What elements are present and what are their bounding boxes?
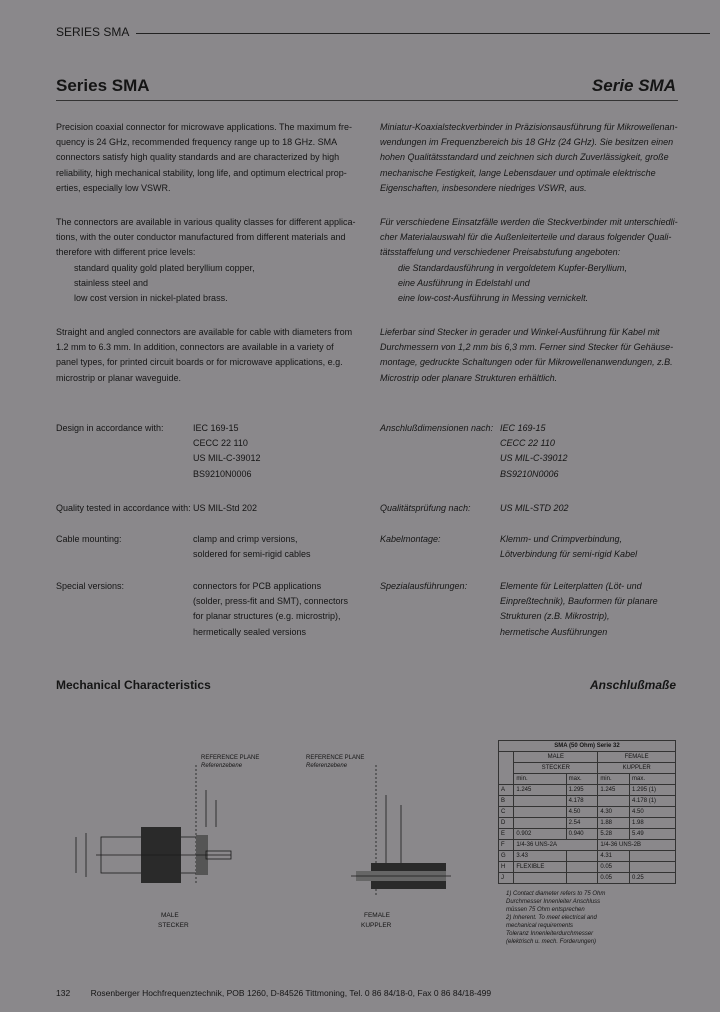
table-cell: 4.31 — [598, 851, 630, 862]
spec-quality-values-de — [500, 501, 569, 516]
text-line: wendungen im Frequenzbereich bis 18 GHz (24 GHz). Sie besitzen einen — [380, 137, 674, 148]
table-cell — [566, 851, 598, 862]
spec-value: CECC 22 110 — [500, 438, 555, 449]
table-cell: A — [499, 785, 514, 796]
table-cell: FLEXIBLE — [514, 862, 566, 873]
table-cell: C — [499, 807, 514, 818]
footnote-line: 2) Inherent. To meet electrical and — [506, 915, 597, 921]
intro-en-3 — [56, 325, 352, 386]
spec-value: US MIL-STD 202 — [500, 503, 569, 513]
intro-en-1 — [56, 120, 352, 196]
table-cell: 5.49 — [630, 829, 676, 840]
table-row — [499, 752, 676, 763]
table-header-max: max. — [566, 774, 598, 785]
spec-value: BS9210N0006 — [500, 468, 559, 479]
spec-value: CECC 22 110 — [193, 438, 248, 449]
table-row — [499, 873, 676, 884]
page-number: 132 — [56, 988, 71, 998]
spec-cable-label-en: Cable mounting: — [56, 534, 122, 544]
footnote-line: (elektrisch u. mech. Forderungen) — [506, 939, 597, 945]
text-line: mechanische Festigkeit, lange Lebensdauer und optimale elektrische — [380, 167, 656, 178]
text-line: tätsstaffelung und verschiedener Preisabstufung angeboten: — [380, 247, 621, 258]
spec-value: Einpreßtechnik), Bauformen für planare — [500, 596, 658, 607]
list-item: eine low-cost-Ausführung in Messing vernickelt. — [398, 293, 589, 304]
table-row — [499, 840, 676, 851]
header-series-label: SERIES SMA — [56, 25, 130, 39]
table-header-min: min. — [514, 774, 566, 785]
table-cell: F — [499, 840, 514, 851]
text-line: quency is 24 GHz, recommended frequency range up to 18 GHz. SMA — [56, 137, 338, 148]
table-footnotes — [506, 890, 605, 946]
text-line: Für verschiedene Einsatzfälle werden die Steckverbinder mit unterschiedli- — [380, 217, 678, 227]
table-cell — [514, 807, 566, 818]
dimension-table — [498, 740, 676, 884]
title-rule — [56, 100, 678, 101]
text-line: panel types, for printed circuit boards or for microwave applications, e.g. — [56, 357, 343, 368]
text-line: connectors satisfy high quality standards and are characterized by high — [56, 152, 340, 163]
intro-en-2 — [56, 215, 356, 306]
spec-value: soldered for semi-rigid cables — [193, 549, 311, 560]
spec-design-values-en — [193, 421, 261, 482]
title-en: Series SMA — [56, 76, 150, 95]
spec-value: clamp and crimp versions, — [193, 534, 298, 544]
table-cell: 1/4-36 UNS-2B — [598, 840, 676, 851]
table-row — [499, 763, 676, 774]
spec-cable-label-de: Kabelmontage: — [380, 534, 441, 544]
table-cell: 4.178 — [566, 796, 598, 807]
table-cell: 1.88 — [598, 818, 630, 829]
table-cell — [499, 752, 514, 785]
table-header-min: min. — [598, 774, 630, 785]
table-cell: 1.295 (1) — [630, 785, 676, 796]
table-row — [499, 785, 676, 796]
spec-special-label-en: Special versions: — [56, 581, 125, 591]
list-item: stainless steel and — [74, 277, 149, 288]
spec-quality-values-en — [193, 501, 257, 516]
table-cell: H — [499, 862, 514, 873]
list-item: low cost version in nickel-plated brass. — [74, 293, 228, 304]
text-line: Lieferbar sind Stecker in gerader und Winkel-Ausführung für Kabel mit — [380, 327, 660, 337]
text-line: Eigenschaften, insbesondere niedriges VSWR, aus. — [380, 182, 587, 193]
male-label-de: STECKER — [158, 922, 189, 929]
table-row — [499, 862, 676, 873]
spec-value: IEC 169-15 — [193, 423, 239, 433]
spec-value: US MIL-C-39012 — [193, 453, 261, 464]
table-cell: D — [499, 818, 514, 829]
text-line: tions, with the outer conductor manufactured from different materials and — [56, 232, 346, 243]
spec-value: (solder, press-fit and SMT), connectors — [193, 596, 349, 607]
table-cell: E — [499, 829, 514, 840]
footer-address: Rosenberger Hochfrequenztechnik, POB 1260, D-84526 Tittmoning, Tel. 0 86 84/18-0, Fax 0 86 84/18-499 — [90, 988, 492, 998]
table-cell: 4.30 — [598, 807, 630, 818]
female-connector-drawing — [351, 765, 451, 895]
text-line: hohen Qualitätsstandard und zeichnen sich durch Zuverlässigkeit, große — [380, 152, 669, 163]
table-cell: 1.245 — [514, 785, 566, 796]
text-line: reliability, high mechanical stability, long life, and optimum electrical prop- — [56, 167, 347, 178]
table-header-female-de: KUPPLER — [598, 763, 676, 774]
table-cell — [566, 862, 598, 873]
table-cell: 0.940 — [566, 829, 598, 840]
spec-value: BS9210N0006 — [193, 468, 252, 479]
spec-design-label-en: Design in accordance with: — [56, 423, 164, 433]
text-line: The connectors are available in various quality classes for different applica- — [56, 217, 356, 227]
female-label-de: KUPPLER — [361, 922, 392, 929]
footnote-line: mechanical requirements — [506, 923, 574, 929]
spec-quality-label-en: Quality tested in accordance with: — [56, 503, 191, 513]
ref-plane-label-female-de: Referenzebene — [306, 763, 348, 769]
spec-value: US MIL-C-39012 — [500, 453, 568, 464]
text-line: Miniatur-Koaxialsteckverbinder in Präzisionsausführung für Mikrowellenan- — [380, 122, 678, 132]
table-cell: 1.295 — [566, 785, 598, 796]
ref-plane-label-male-de: Referenzebene — [201, 763, 243, 769]
table-header-female: FEMALE — [598, 752, 676, 763]
text-line: montage, gedruckte Schaltungen oder für Mikrowellenanwendungen, z.B. — [380, 357, 673, 368]
male-label: MALE — [161, 912, 179, 919]
title-de: Serie SMA — [591, 76, 676, 95]
connector-drawings — [56, 745, 496, 935]
table-cell — [598, 796, 630, 807]
section-mechanical-de: Anschlußmaße — [589, 678, 676, 692]
table-cell: 1.98 — [630, 818, 676, 829]
table-cell: 0.902 — [514, 829, 566, 840]
spec-cable-values-en — [193, 532, 311, 562]
list-item: die Standardausführung in vergoldetem Kupfer-Beryllium, — [398, 262, 627, 273]
ref-plane-label-male: REFERENCE PLANE — [201, 755, 260, 761]
spec-value: Elemente für Leiterplatten (Löt- und — [500, 581, 642, 591]
male-connector-drawing — [76, 765, 231, 885]
spec-value: IEC 169-15 — [500, 423, 546, 433]
footnote-line: Durchmesser Innenleiter Anschluss — [506, 899, 601, 905]
table-cell: J — [499, 873, 514, 884]
spec-design-values-de — [500, 421, 568, 482]
table-cell — [566, 873, 598, 884]
text-line: cher Materialauswahl für die Außenleiterteile und daraus folgender Quali- — [380, 232, 672, 243]
table-title: SMA (50 Ohm) Serie 32 — [499, 741, 676, 752]
page-footer — [56, 988, 491, 998]
footnote-line: Toleranz Innenleiterdurchmesser — [506, 931, 594, 937]
list-item: standard quality gold plated beryllium copper, — [74, 262, 255, 273]
table-cell: 2.54 — [566, 818, 598, 829]
table-cell: 3.43 — [514, 851, 566, 862]
text-line: 1.2 mm to 6.3 mm. In addition, connectors are available in a variety of — [56, 342, 334, 353]
spec-special-values-en — [193, 579, 348, 640]
table-cell: 5.28 — [598, 829, 630, 840]
spec-cable-values-de — [500, 532, 637, 562]
intro-de-2 — [380, 215, 676, 306]
intro-de-3 — [380, 325, 676, 386]
table-cell: G — [499, 851, 514, 862]
table-row — [499, 796, 676, 807]
text-line: microstrip or planar waveguide. — [56, 372, 182, 383]
spec-value: hermetically sealed versions — [193, 626, 307, 637]
spec-value: hermetische Ausführungen — [500, 626, 608, 637]
text-line: Microstrip oder planare Strukturen erhältlich. — [380, 372, 558, 383]
spec-value: Strukturen (z.B. Mikrostrip), — [500, 611, 610, 622]
table-header-male: MALE — [514, 752, 598, 763]
list-item: eine Ausführung in Edelstahl und — [398, 277, 530, 288]
table-header-max: max. — [630, 774, 676, 785]
table-cell — [630, 851, 676, 862]
table-row — [499, 851, 676, 862]
female-label: FEMALE — [364, 912, 391, 919]
table-cell: 4.178 (1) — [630, 796, 676, 807]
table-row — [499, 818, 676, 829]
table-row — [499, 741, 676, 752]
table-cell: 0.05 — [598, 873, 630, 884]
table-cell: 1.245 — [598, 785, 630, 796]
spec-special-label-de: Spezialausführungen: — [380, 581, 468, 591]
table-cell: 0.05 — [598, 862, 630, 873]
spec-value: Klemm- und Crimpverbindung, — [500, 534, 623, 544]
text-line: Durchmessern von 1,2 mm bis 6,3 mm. Ferner sind Stecker für Gehäuse- — [380, 342, 674, 353]
footnote-line: 1) Contact diameter refers to 75 Ohm — [506, 891, 606, 897]
spec-value: for planar structures (e.g. microstrip), — [193, 611, 341, 622]
table-cell — [630, 862, 676, 873]
text-line: Straight and angled connectors are available for cable with diameters from — [56, 327, 353, 337]
table-header-male-de: STECKER — [514, 763, 598, 774]
table-cell: 4.50 — [566, 807, 598, 818]
intro-de-1 — [380, 120, 676, 196]
text-line: Precision coaxial connector for microwave applications. The maximum fre- — [56, 122, 352, 132]
table-cell — [514, 796, 566, 807]
table-cell: 0.25 — [630, 873, 676, 884]
text-line: erties, especially low VSWR. — [56, 182, 171, 193]
footnote-line: müssen 75 Ohm entsprechen — [506, 907, 585, 913]
table-cell — [514, 818, 566, 829]
spec-design-label-de: Anschlußdimensionen nach: — [380, 423, 494, 433]
spec-value: connectors for PCB applications — [193, 581, 322, 591]
spec-value: US MIL-Std 202 — [193, 503, 258, 513]
table-row — [499, 774, 676, 785]
section-mechanical-en: Mechanical Characteristics — [56, 678, 211, 692]
spec-value: Lötverbindung für semi-rigid Kabel — [500, 549, 638, 560]
text-line: therefore with different price levels: — [56, 247, 196, 258]
table-cell: 4.50 — [630, 807, 676, 818]
header-rule — [136, 33, 710, 34]
table-cell — [514, 873, 566, 884]
table-row — [499, 807, 676, 818]
spec-quality-label-de: Qualitätsprüfung nach: — [380, 503, 471, 513]
table-cell: B — [499, 796, 514, 807]
spec-special-values-de — [500, 579, 658, 640]
table-cell: 1/4-36 UNS-2A — [514, 840, 598, 851]
table-row — [499, 829, 676, 840]
ref-plane-label-female: REFERENCE PLANE — [306, 755, 365, 761]
